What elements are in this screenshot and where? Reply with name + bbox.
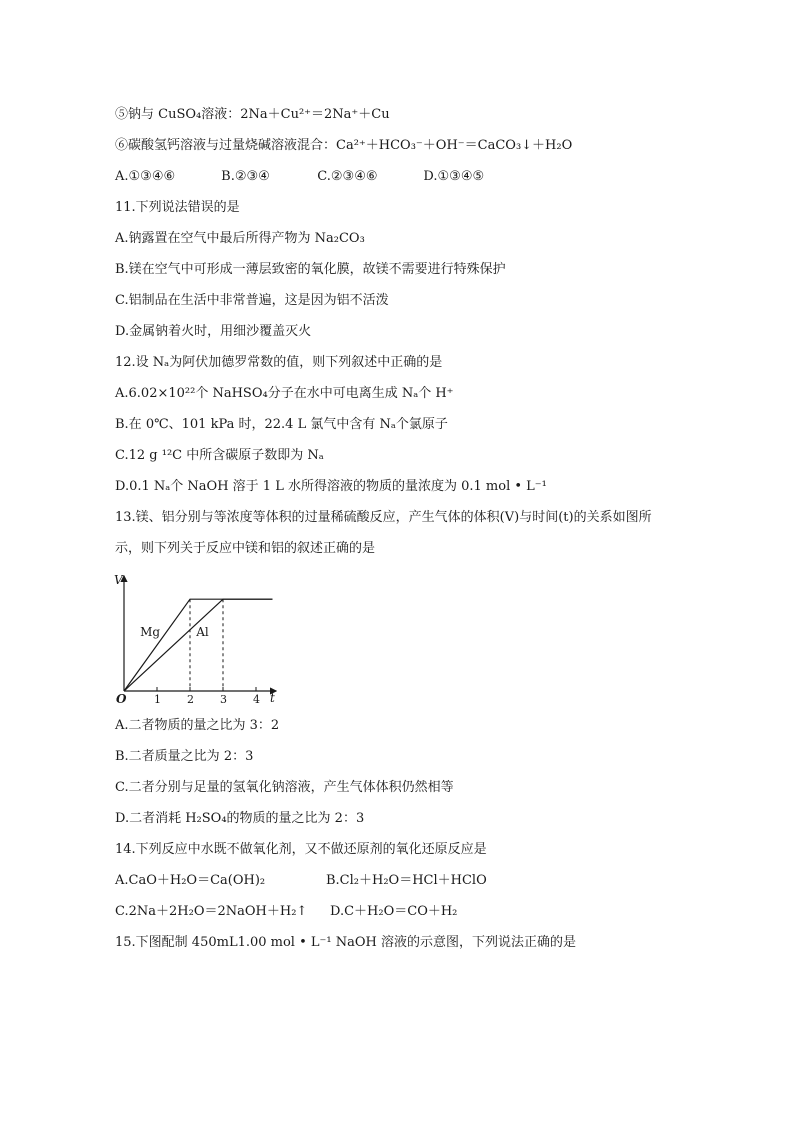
q12-option-d: D.0.1 Nₐ个 NaOH 溶于 1 L 水所得溶液的物质的量浓度为 0.1 mol • L⁻¹	[115, 479, 547, 494]
q14-option-d: D.C＋H₂O＝CO＋H₂	[330, 904, 458, 919]
q10-choices	[115, 168, 484, 186]
q10-choice-a: A.①③④⑥	[115, 169, 176, 184]
q12-option-b: B.在 0℃、101 kPa 时，22.4 L 氯气中含有 Nₐ个氯原子	[115, 417, 448, 432]
q12-stem: 12.设 Nₐ为阿伏加德罗常数的值，则下列叙述中正确的是	[115, 355, 443, 370]
q13-option-d: D.二者消耗 H₂SO₄的物质的量之比为 2：3	[115, 811, 365, 826]
series-label-mg: Mg	[140, 624, 161, 639]
x-tick-label: 1	[154, 693, 161, 705]
q10-choice-d: D.①③④⑤	[423, 169, 485, 184]
q10-choice-c: C.②③④⑥	[317, 169, 378, 184]
x-axis-label: t	[270, 691, 275, 705]
q13-option-c: C.二者分别与足量的氢氧化钠溶液，产生气体体积仍然相等	[115, 780, 454, 795]
x-tick-label: 4	[253, 693, 260, 705]
series-label-al: Al	[196, 624, 209, 639]
q13-stem-line1: 13.镁、铝分别与等浓度等体积的过量稀硫酸反应，产生气体的体积(V)与时间(t)的关系如图所	[115, 510, 652, 525]
q13-option-a: A.二者物质的量之比为 3：2	[115, 718, 280, 733]
q13-option-b: B.二者质量之比为 2：3	[115, 749, 254, 764]
series-lines	[124, 599, 273, 691]
q11-stem: 11.下列说法错误的是	[115, 200, 240, 215]
q14-stem: 14.下列反应中水既不做氧化剂，又不做还原剂的氧化还原反应是	[115, 842, 487, 857]
origin-label: O	[116, 692, 127, 705]
q10-option-5: ⑤钠与 CuSO₄溶液：2Na＋Cu²⁺＝2Na⁺＋Cu	[115, 107, 390, 122]
q14-option-a: A.CaO＋H₂O＝Ca(OH)₂	[115, 873, 266, 888]
q11-option-d: D.金属钠着火时，用细沙覆盖灭火	[115, 324, 312, 339]
series-line-al	[124, 599, 273, 691]
q13-stem-line2: 示，则下列关于反应中镁和铝的叙述正确的是	[115, 541, 376, 556]
y-axis-label: V	[114, 573, 123, 587]
x-tick-label: 2	[187, 693, 194, 705]
q10-choice-b: B.②③④	[221, 169, 270, 184]
q11-option-b: B.镁在空气中可形成一薄层致密的氧化膜，故镁不需要进行特殊保护	[115, 262, 506, 277]
q14-option-c: C.2Na＋2H₂O＝2NaOH＋H₂↑	[115, 904, 308, 919]
q11-option-c: C.铝制品在生活中非常普遍，这是因为铝不活泼	[115, 293, 389, 308]
dashed-guides	[190, 599, 223, 691]
q12-option-c: C.12 g ¹²C 中所含碳原子数即为 Nₐ	[115, 448, 324, 463]
x-ticks	[154, 687, 260, 705]
series-line-mg	[124, 599, 273, 691]
q15-stem: 15.下图配制 450mL1.00 mol • L⁻¹ NaOH 溶液的示意图，下列说法正确的是	[115, 935, 576, 950]
q12-option-a: A.6.02×10²²个 NaHSO₄分子在水中可电离生成 Nₐ个 H⁺	[115, 386, 454, 401]
q14-option-b: B.Cl₂＋H₂O＝HCl＋HClO	[326, 873, 487, 888]
q11-option-a: A.钠露置在空气中最后所得产物为 Na₂CO₃	[115, 231, 365, 246]
q10-option-6: ⑥碳酸氢钙溶液与过量烧碱溶液混合：Ca²⁺＋HCO₃⁻＋OH⁻＝CaCO₃↓＋H₂O	[115, 138, 573, 153]
x-tick-label: 3	[220, 693, 227, 705]
volume-time-chart	[110, 570, 280, 705]
